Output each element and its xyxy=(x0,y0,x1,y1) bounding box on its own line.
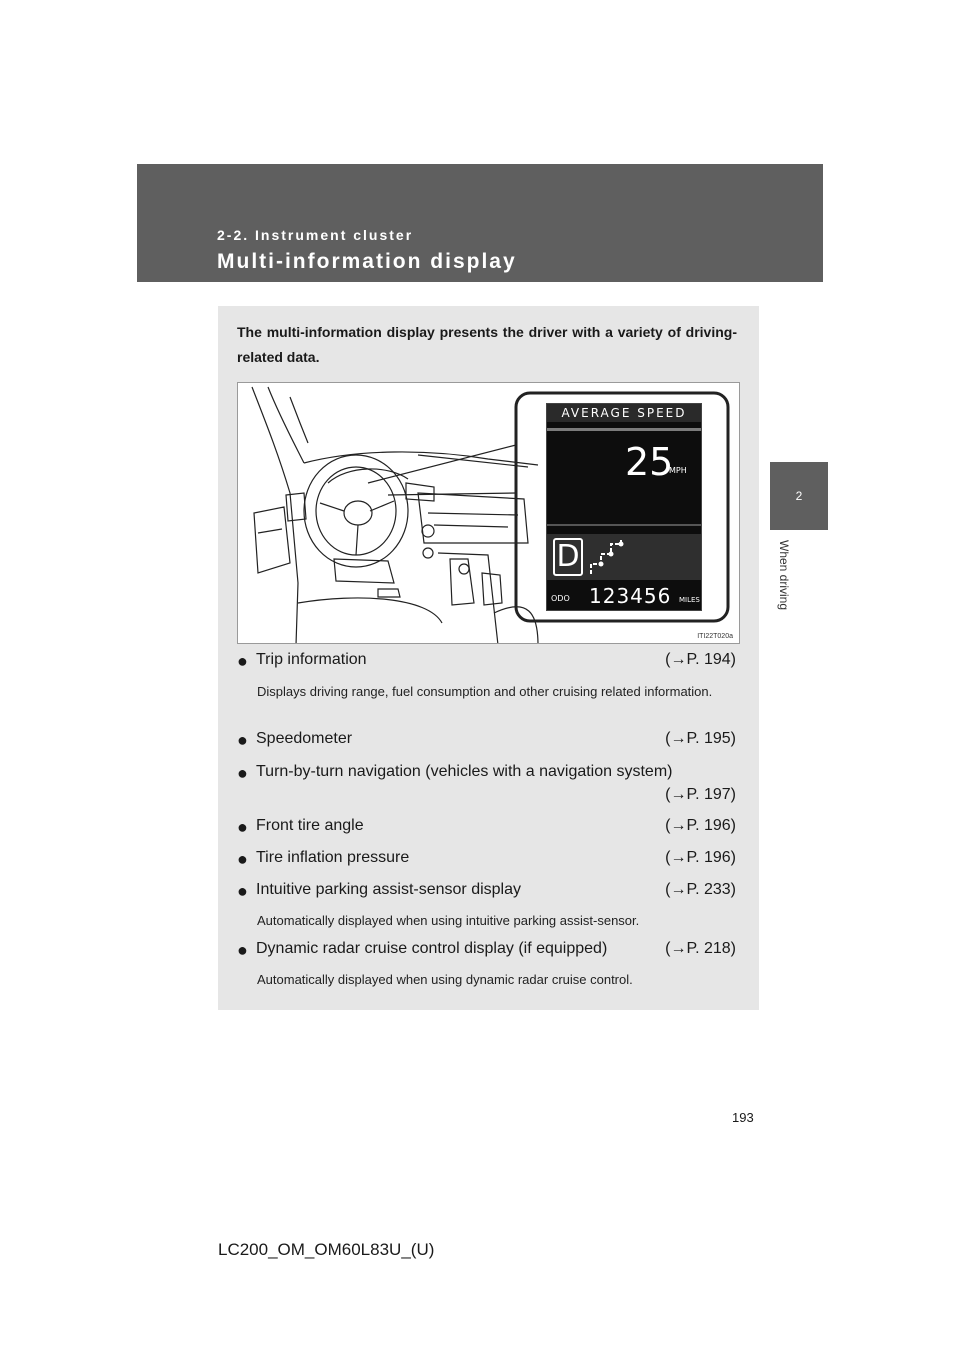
display-speed-unit: MPH xyxy=(669,466,687,475)
intro-text: The multi-information display presents the driver with a variety of driving-related data. xyxy=(237,324,737,365)
cockpit-illustration xyxy=(237,382,740,644)
chapter-tab[interactable] xyxy=(770,462,828,530)
document-code: LC200_OM_OM60L83U_(U) xyxy=(218,1240,435,1259)
page-reference-link[interactable]: (→P. 197) xyxy=(665,786,736,803)
item-label: Trip information xyxy=(256,651,367,668)
chapter-label: When driving xyxy=(777,540,791,611)
bullet: ● xyxy=(237,651,248,671)
page-reference-link[interactable]: (→P. 195) xyxy=(665,730,736,747)
item-label: Speedometer xyxy=(256,730,353,747)
item-label: Intuitive parking assist-sensor display xyxy=(256,881,522,898)
page-reference-link[interactable]: (→P. 218) xyxy=(665,940,736,957)
multi-info-display xyxy=(546,403,702,611)
display-mode-label: AVERAGE SPEED xyxy=(547,404,701,422)
display-odo-label: ODO xyxy=(551,594,570,603)
bullet: ● xyxy=(237,849,248,869)
page-title: Multi-information display xyxy=(217,250,517,273)
page-reference-link[interactable]: (→P. 194) xyxy=(665,651,736,668)
display-divider xyxy=(547,428,701,431)
item-note: Automatically displayed when using intuitive parking assist-sensor. xyxy=(257,913,640,928)
chapter-number: 2 xyxy=(795,489,803,503)
page-number: 193 xyxy=(732,1110,754,1125)
list-item-navigation xyxy=(237,763,736,805)
display-odo-unit: MILES xyxy=(679,596,700,604)
item-label: Dynamic radar cruise control display (if equipped) xyxy=(256,940,608,957)
display-lower-panel xyxy=(547,534,701,580)
display-gear: D xyxy=(553,538,583,576)
display-divider-lower xyxy=(547,524,701,526)
page-reference-link[interactable]: (→P. 196) xyxy=(665,849,736,866)
content-panel xyxy=(218,306,759,1010)
bullet: ● xyxy=(237,730,248,750)
figure-id: ITI22T020a xyxy=(697,633,733,640)
display-speed: 25 xyxy=(625,440,674,484)
gear-pattern-icon xyxy=(587,536,647,578)
bullet: ● xyxy=(237,940,248,960)
page-reference-link[interactable]: (→P. 196) xyxy=(665,817,736,834)
section-label: 2-2. Instrument cluster xyxy=(217,227,414,243)
bullet: ● xyxy=(237,817,248,837)
display-odo-value: 123456 xyxy=(589,584,672,608)
bullet: ● xyxy=(237,763,248,783)
item-note: Automatically displayed when using dynamic radar cruise control. xyxy=(257,972,633,987)
bullet: ● xyxy=(237,881,248,901)
item-note: Displays driving range, fuel consumption and other cruising related information. xyxy=(257,684,713,699)
item-label: Tire inflation pressure xyxy=(256,849,410,866)
item-label: Front tire angle xyxy=(256,817,364,834)
header-band xyxy=(137,164,823,282)
item-label: Turn-by-turn navigation (vehicles with a navigation system) xyxy=(256,763,673,780)
page-reference-link[interactable]: (→P. 233) xyxy=(665,881,736,898)
